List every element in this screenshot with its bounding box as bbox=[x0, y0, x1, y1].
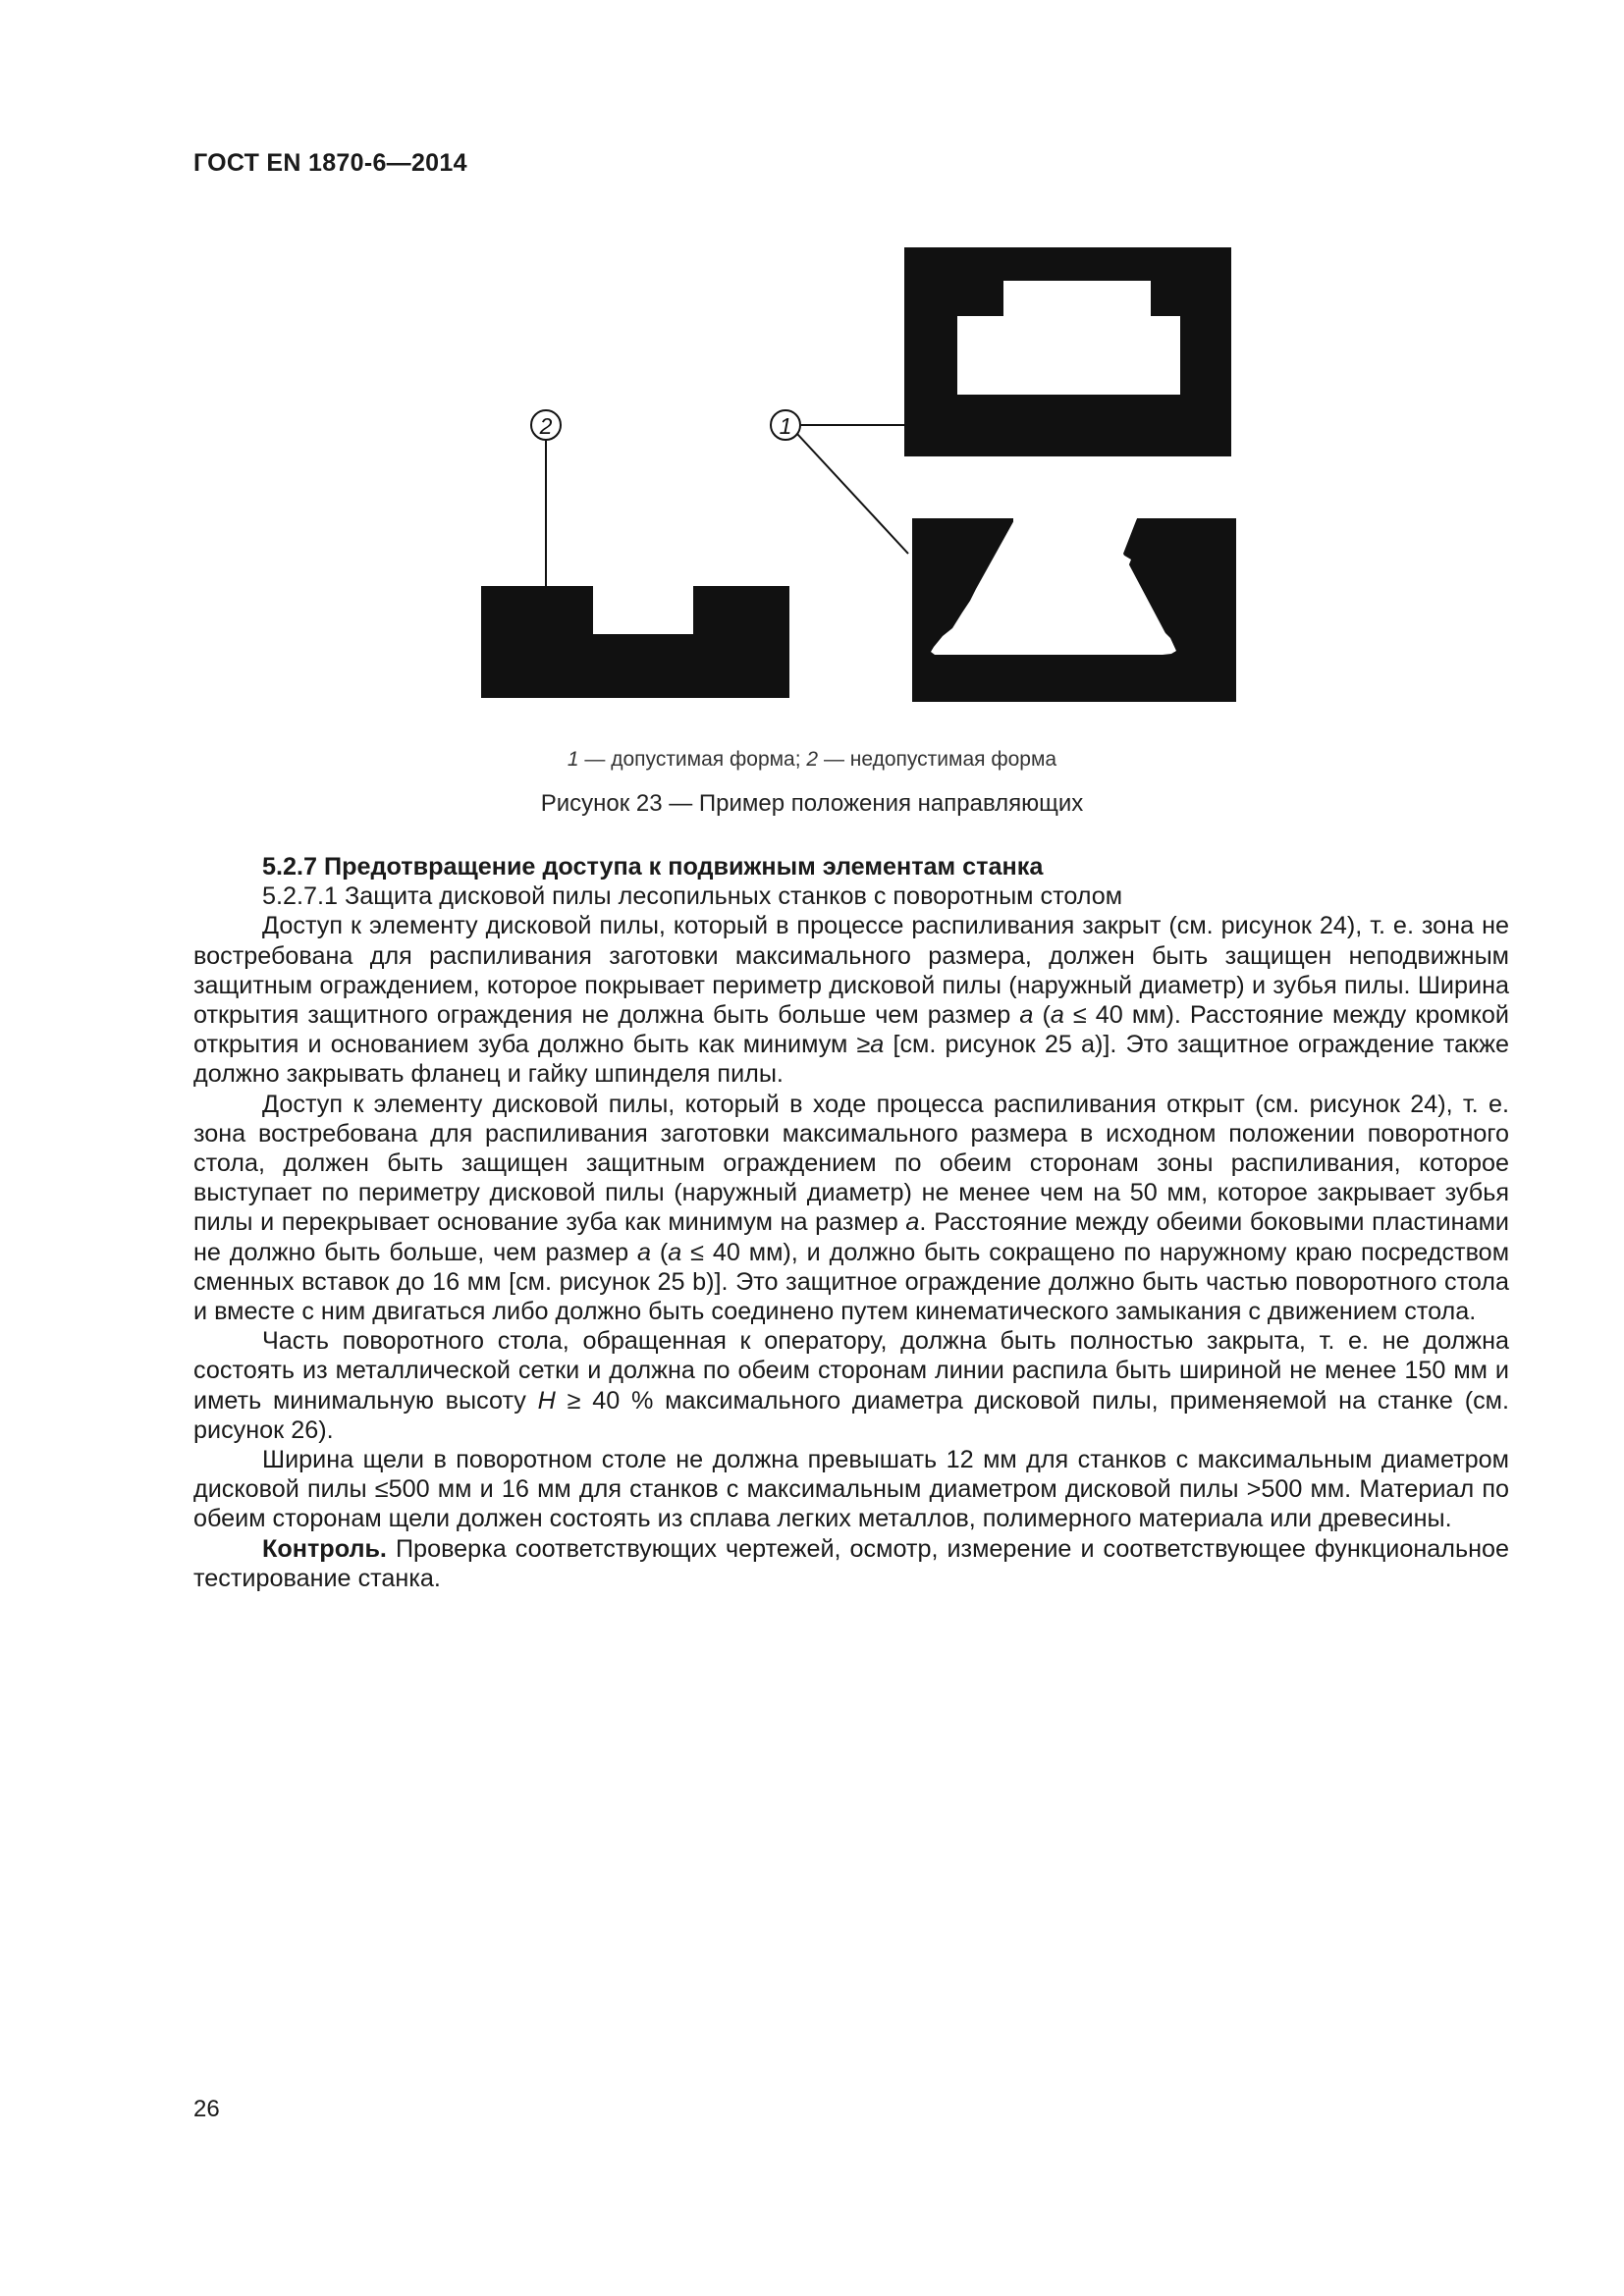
p2-var-b: a bbox=[636, 1238, 651, 1266]
guide-position-figure bbox=[0, 0, 1624, 746]
section-heading: 5.2.7 Предотвращение доступа к подвижным элементам станка bbox=[262, 853, 1044, 881]
legend-text-2: — недопустимая форма bbox=[818, 748, 1057, 771]
p1-text-b: ( bbox=[1033, 1001, 1051, 1030]
control-text: Проверка соответствующих чертежей, осмотр, измерение и соответствующее функциональное тестирование станка. bbox=[193, 1534, 1509, 1592]
p1-text-a: Доступ к элементу дисковой пилы, который в процессе распиливания закрыт (см. рисунок 24), т. е. зона не востребована для распиливания заготовки максимального размера, должен быть защищен неподвижным защитным ограждением, которое покрывает периметр дисковой пилы (наружный диаметр) и зубья пилы. Ширина открытия защитного ограждения не должна быть больше чем размер bbox=[193, 912, 1509, 1030]
document-header: ГОСТ EN 1870-6—2014 bbox=[193, 149, 467, 177]
legend-num-2: 2 bbox=[806, 748, 819, 771]
p3-var-a: H bbox=[537, 1386, 556, 1415]
p2-text-b: . Расстояние между обеими боковыми пластинами не должно быть больше, чем размер bbox=[193, 1208, 1509, 1266]
p2-var-c: a bbox=[668, 1238, 682, 1266]
callout-2-label: 2 bbox=[539, 413, 553, 439]
p3-text-a: Часть поворотного стола, обращенная к оператору, должна быть полностью закрыта, т. е. не должна состоять из металлической сетки и должна по обеим сторонам линии распила быть шириной не менее 150 мм и иметь минимальную высоту bbox=[193, 1327, 1509, 1415]
legend-text-1: — допустимая форма; bbox=[578, 748, 807, 771]
paragraph-1 bbox=[193, 911, 1509, 1089]
p2-var-a: a bbox=[905, 1208, 920, 1237]
paragraph-3 bbox=[193, 1326, 1509, 1445]
p1-text-d: [см. рисунок 25 a)]. Это защитное ограждение также должно закрывать фланец и гайку шпинделя пилы. bbox=[193, 1031, 1509, 1089]
p2-text-c: ( bbox=[651, 1238, 669, 1266]
p2-text-a: Доступ к элементу дисковой пилы, который в ходе процесса распиливания открыт (см. рисунок 24), т. е. зона востребована для распиливания заготовки максимального размера в исходном положении поворотного стола, должен быть защищен защитным ограждением по обеим сторонам зоны распиливания, которое выступает по периметру дисковой пилы (наружный диаметр) не менее чем на 50 мм, которое закрывает зубья пилы и перекрывает основание зуба как минимум на размер bbox=[193, 1090, 1509, 1237]
invalid-shape bbox=[481, 586, 789, 698]
p1-var-c: a bbox=[870, 1031, 885, 1059]
valid-shape-top bbox=[904, 247, 1231, 456]
paragraph-5 bbox=[193, 1534, 1509, 1593]
page-number: 26 bbox=[193, 2096, 220, 2122]
paragraph-2 bbox=[193, 1090, 1509, 1327]
paragraph-4: Ширина щели в поворотном столе не должна превышать 12 мм для станков с максимальным диаметром дисковой пилы ≤500 мм и 16 мм для станков с максимальным диаметром дисковой пилы >500 мм. Материал по обеим сторонам щели должен состоять из сплава легких металлов, полимерного материала или древесины. bbox=[193, 1446, 1509, 1533]
p2-text-d: ≤ 40 мм), и должно быть сокращено по наружному краю посредством сменных вставок до 16 мм [см. рисунок 25 b)]. Это защитное ограждение должно быть частью поворотного стола и вместе с ним двигаться либо должно быть соединено путем кинематического замыкания с движением стола. bbox=[193, 1238, 1510, 1326]
p1-text-c: ≤ 40 мм). Расстояние между кромкой открытия и основанием зуба должно быть как минимум ≥ bbox=[193, 1001, 1509, 1059]
section-body bbox=[193, 852, 1509, 1593]
callout-1-label: 1 bbox=[779, 413, 792, 439]
p3-text-b: ≥ 40 % максимального диаметра дисковой пилы, применяемой на станке (см. рисунок 26). bbox=[193, 1386, 1509, 1444]
legend-num-1: 1 bbox=[567, 748, 579, 771]
p1-var-b: a bbox=[1050, 1001, 1064, 1030]
figure-legend bbox=[0, 748, 1624, 772]
control-label: Контроль. bbox=[262, 1534, 387, 1563]
section-subheading: 5.2.7.1 Защита дисковой пилы лесопильных станков с поворотным столом bbox=[262, 882, 1123, 911]
figure-caption: Рисунок 23 — Пример положения направляющих bbox=[540, 790, 1084, 817]
p1-var-a: a bbox=[1019, 1001, 1034, 1030]
leader-line-1b bbox=[797, 434, 908, 554]
